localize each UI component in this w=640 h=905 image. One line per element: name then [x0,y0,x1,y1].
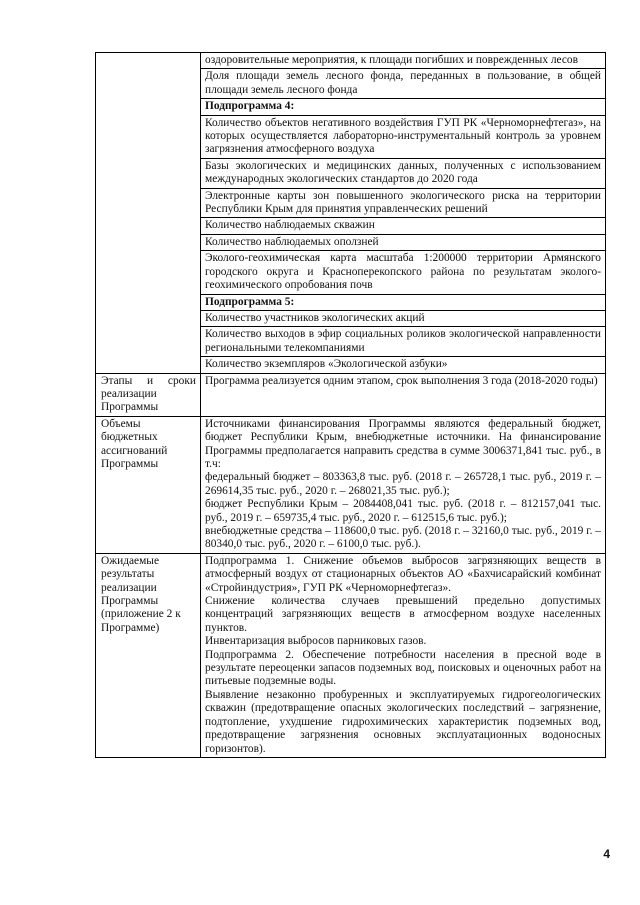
row-text: Количество экземпляров «Экологической азбуки» [201,357,606,373]
expected-results-label-text: Ожидаемые результаты реализации Программы (приложение 2 к Программе) [101,554,181,634]
row-text: Количество наблюдаемых оползней [201,234,606,250]
expected-results-row [96,553,606,757]
row-text: Количество участников экологических акций [201,310,606,326]
row-text: Электронные карты зон повышенного экологического риска на территории Республики Крым для принятия управленческих решений [201,188,606,218]
row-text: Количество объектов негативного воздействия ГУП РК «Черноморнефтегаз», на которых осуществляется лабораторно-инструментальный контроль за уровнем загрязнения атмосферного воздуха [201,115,606,158]
table-row [96,53,606,69]
row-text: оздоровительные мероприятия, к площади погибших и поврежденных лесов [201,53,606,69]
budget-paragraph: внебюджетные средства – 118600,0 тыс. руб. (2018 г. – 32160,0 тыс. руб., 2019 г. – 80340,0 тыс. руб., 2020 г. – 6100,0 тыс. руб.). [205,525,601,551]
results-paragraph: Подпрограмма 2. Обеспечение потребности населения в пресной воде в результате переоценки запасов подземных вод, поисковых и оценочных работ на питьевые подземные воды. [205,648,601,688]
budget-row [96,416,606,553]
budget-paragraph: федеральный бюджет – 803363,8 тыс. руб. (2018 г. – 265728,1 тыс. руб., 2019 г. – 269614,35 тыс. руб., 2020 г. – 268021,35 тыс. руб.); [205,471,601,497]
budget-label-text: Объемы бюджетных ассигнований Программы [101,417,168,470]
row-text: Базы экологических и медицинских данных, полученных с использованием международных экологических стандартов до 2020 года [201,158,606,188]
empty-label-cell [96,53,201,374]
results-paragraph: Подпрограмма 1. Снижение объемов выбросов загрязняющих веществ в атмосферный воздух от стационарных объектов АО «Бахчисарайский комбинат «Стройиндустрия», ГУП РК «Черноморнефтегаз». [205,554,601,594]
budget-paragraph: бюджет Республики Крым – 2084408,041 тыс. руб. (2018 г. – 812157,041 тыс. руб., 2019 г. – 659735,4 тыс. руб., 2020 г. – 612515,6 тыс. руб.); [205,498,601,524]
stages-label: Этапы и сроки реализации Программы [96,373,201,416]
passport-table [95,52,606,758]
expected-results-text [201,553,606,757]
stages-text: Программа реализуется одним этапом, срок выполнения 3 года (2018-2020 годы) [201,373,606,416]
row-text: Доля площади земель лесного фонда, переданных в пользование, в общей площади земель лесного фонда [201,69,606,99]
row-text: Эколого-геохимическая карта масштаба 1:200000 территории Армянского городского округа и Красноперекопского района по результатам эколого-геохимического опробования почв [201,251,606,294]
budget-paragraph: Источниками финансирования Программы являются федеральный бюджет, бюджет Республики Крым, внебюджетные источники. На финансирование Программы предполагается направить средства в сумме 3006371,841 тыс. руб., в т.ч: [205,417,601,470]
expected-results-label [96,553,201,757]
budget-text [201,416,606,553]
row-text: Количество наблюдаемых скважин [201,218,606,234]
stages-row [96,373,606,416]
results-paragraph: Выявление незаконно пробуренных и эксплуатируемых гидрогеологических скважин (предотвращение опасных экологических последствий – загрязнение, подтопление, ухудшение гидрохимических характеристик подземных вод, предотвращение загрязнения основных эксплуатационных водоносных горизонтов). [205,688,601,755]
row-text: Количество выходов в эфир социальных роликов экологической направленности региональными телекомпаниями [201,327,606,357]
subprogram-heading: Подпрограмма 5: [201,294,606,310]
page-number: 4 [603,847,610,861]
results-paragraph: Инвентаризация выбросов парниковых газов. [205,635,427,648]
results-paragraph: Снижение количества случаев превышений предельно допустимых концентраций загрязняющих веществ в атмосферном воздухе населенных пунктов. [205,595,601,634]
budget-label [96,416,201,553]
subprogram-heading: Подпрограмма 4: [201,99,606,115]
